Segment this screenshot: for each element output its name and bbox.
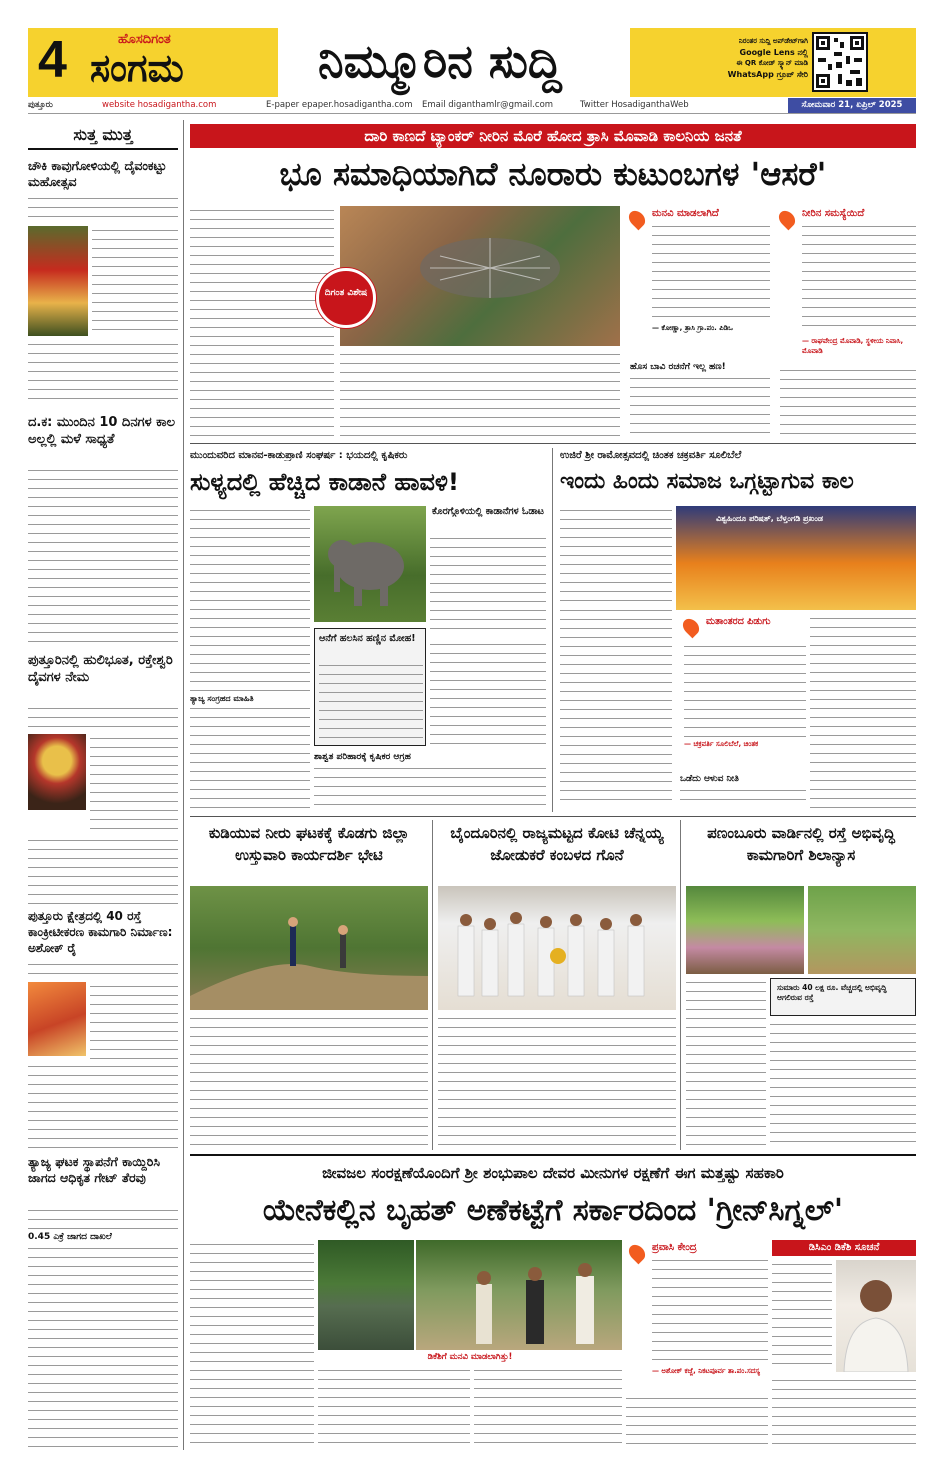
elephant-box1 (430, 506, 546, 638)
hindu-kicker: ಉಜಿರೆ ಶ್ರೀ ರಾಮೋತ್ಸವದಲ್ಲಿ ಚಿಂತಕ ಚಕ್ರವರ್ತಿ ಸೂಲಿಬೆಲೆ (560, 450, 742, 461)
dam-body-col4 (626, 1394, 768, 1450)
dam-box1 (626, 1240, 768, 1390)
theyyam-photo (28, 226, 88, 336)
dam-box2-body2 (772, 1376, 916, 1450)
hindu-body-col1 (560, 506, 672, 604)
dam-photo-caption: ಡಿಕೆಶಿಗೆ ಮನವಿ ಮಾಡಲಾಗಿತ್ತು! (427, 1352, 513, 1362)
elephant-photo (314, 506, 426, 622)
ashok-rai-photo (28, 982, 86, 1056)
elephant-box1-title: ಕೊರಗ್ಗೊಳಿಯಲ್ಲಿ ಕಾಡಾನೆಗಳ ಓಡಾಟ (432, 506, 544, 517)
lead-headline: ಭೂ ಸಮಾಧಿಯಾಗಿದೆ ನೂರಾರು ಕುಟುಂಬಗಳ 'ಆಸರೆ' (279, 155, 827, 193)
epaper-link[interactable]: E-paper epaper.hosadigantha.com (266, 100, 413, 110)
sidebar-story3-title[interactable]: ಪುತ್ತೂರಿನಲ್ಲಿ ಹುಲಿಭೂತ, ರಕ್ತೇಶ್ವರಿ ದೈವಗಳ ನೇಮ (28, 653, 173, 685)
elephant-box2 (314, 628, 426, 746)
lead-box2-body (802, 222, 916, 334)
road-headline: ಪಣಂಬೂರು ವಾರ್ಡಿನಲ್ಲಿ ರಸ್ತೆ ಅಭಿವೃದ್ಧಿ ಕಾಮಗಾರಿಗೆ ಶಿಲಾನ್ಯಾಸ (707, 824, 895, 864)
sidebar-story1-body3 (28, 340, 178, 402)
hindu-box-body (684, 642, 806, 738)
sidebar-story4-body3 (28, 1062, 178, 1148)
dam-box2-body1 (772, 1260, 832, 1372)
dam-box2-title: ಡಿಸಿಎಂ ಡಿಕೆಶಿ ಸೂಚನೆ (772, 1240, 916, 1256)
sidebar-story5-body2 (28, 1244, 178, 1450)
dam-box2 (772, 1240, 916, 1450)
sidebar-story5-title[interactable]: ತ್ಯಾಜ್ಯ ಘಟಕ ಸ್ಥಾಪನೆಗೆ ಕಾಯ್ದಿರಿಸಿ ಜಾಗದ ಆಧಿಕೃತ ಗೇಟ್ ತೆರವು (28, 1154, 160, 1185)
divider (552, 448, 553, 812)
hindu-box (680, 614, 806, 770)
divider (680, 820, 681, 1150)
lead-body-mid (340, 350, 620, 438)
water-body (190, 1014, 428, 1148)
officials-photo (416, 1240, 622, 1350)
info-bar (28, 98, 916, 114)
dam-box1-byline: — ಅಶೋಕ್ ಕಜ್ಜೆ, ನಿಕಟಪೂರ್ವ ತಾ.ಪಂ.ಸದಸ್ಯ (652, 1367, 760, 1375)
hindu-body-bottom (680, 786, 806, 808)
digantha-vishesha-badge (316, 268, 376, 328)
masthead (28, 28, 916, 97)
dam-box1-body (652, 1256, 768, 1364)
sidebar-story2-title[interactable]: ದ.ಕ: ಮುಂದಿನ 10 ದಿನಗಳ ಕಾಲ ಅಲ್ಲಲ್ಲಿ ಮಳೆ ಸಾಧ್ಯತೆ (28, 415, 176, 447)
lead-box2-title: ನೀರಿನ ಸಮಸ್ಯೆಯಿದೆ (802, 208, 865, 219)
twitter-link[interactable]: Twitter HosadiganthaWeb (580, 100, 689, 110)
elephant-box2-title: ಆನೆಗೆ ಹಲಸಿನ ಹಣ್ಣಿನ ಮೋಹ! (319, 633, 416, 644)
sidebar-story4-title[interactable]: ಪುತ್ತೂರು ಕ್ಷೇತ್ರದಲ್ಲಿ 40 ರಸ್ತೆ ಕಾಂಕ್ರೀಟೀಕರಣ ಕಾಮಗಾರಿ ನಿರ್ಮಾಣ: ಅಶೋಕ್ ರೈ (28, 909, 173, 955)
qr-code[interactable] (812, 32, 868, 92)
kambala-body (438, 1014, 676, 1148)
sidebar-story1-body (28, 194, 178, 224)
elephant-box2-body (319, 661, 423, 741)
hindu-box-byline: — ಚಕ್ರವರ್ತಿ ಸೂಲಿಬೆಲೆ, ಚಿಂತಕ (684, 740, 759, 748)
nema-photo (28, 734, 86, 810)
road-foundation-photo (686, 886, 804, 974)
kambala-headline: ಬೈಂದೂರಿನಲ್ಲಿ ರಾಜ್ಯಮಟ್ಟದ ಕೋಟಿ ಚೆನ್ನಯ್ಯ ಜೋಡುಕರೆ ಕಂಬಳದ ಗೊನೆ (450, 824, 664, 864)
hindu-body-col3 (810, 614, 916, 808)
water-headline: ಕುಡಿಯುವ ನೀರು ಘಟಕಕ್ಕೆ ಕೊಡಗು ಜಿಲ್ಲಾ ಉಸ್ತುವಾರಿ ಕಾರ್ಯದರ್ಶಿ ಭೇಟಿ (208, 824, 410, 864)
dam-kicker: ಜೀವಜಲ ಸಂರಕ್ಷಣೆಯೊಂದಿಗೆ ಶ್ರೀ ಶಂಭುಪಾಲ ದೇವರ ಮೀನುಗಳ ರಕ್ಷಣೆಗೆ ಈಗ ಮತ್ತಷ್ಟು ಸಹಕಾರಿ (322, 1164, 784, 1182)
badge-label: ದಿಗಂತ ವಿಶೇಷ (324, 288, 368, 298)
road-body-col2 (770, 1020, 916, 1148)
hindu-box-title: ಮತಾಂತರದ ಪಿಡುಗು (706, 616, 771, 627)
lead-box2-byline: — ರಾಘವೇಂದ್ರ ಮೊವಾಡಿ, ಸ್ಥಳೀಯ ನಿವಾಸಿ, ಮೊವಾಡಿ (802, 337, 904, 355)
email-link[interactable]: Email diganthamlr@gmail.com (422, 100, 554, 110)
sidebar-story1-body2 (92, 226, 178, 338)
promo-text (668, 36, 808, 80)
sidebar-story1-title[interactable]: ಚೌಕಿ ಕಾವುಗೋಳಿಯಲ್ಲಿ ದೈವಂಕಟ್ಟು ಮಹೋತ್ಸವ (28, 158, 167, 189)
lead-box2 (776, 206, 916, 362)
divider (432, 820, 433, 1150)
river-photo (318, 1240, 414, 1350)
elephant-headline: ಸುಳ್ಯದಲ್ಲಿ ಹೆಚ್ಚಿದ ಕಾಡಾನೆ ಹಾವಳಿ! (190, 468, 459, 496)
sidebar (28, 120, 178, 1450)
dam-headline: ಯೇನೆಕಲ್ಲಿನ ಬೃಹತ್ ಅಣೆಕಟ್ಟೆಗೆ ಸರ್ಕಾರದಿಂದ 'ಗ್ರೀನ್‌ಸಿಗ್ನಲ್' (262, 1193, 844, 1228)
elephant-subhead: ಶಾಶ್ವತ ಪರಿಹಾರಕ್ಕೆ ಕೃಷಿಕರ ಆಗ್ರಹ (314, 752, 411, 762)
hindu-body-col1b (560, 606, 672, 806)
sidebar-story5-sub: 0.45 ಎಕ್ರೆ ಜಾಗದ ದಾಖಲೆ (28, 1232, 112, 1242)
road-site-photo (808, 886, 916, 974)
quote-icon (626, 208, 649, 231)
lead-body-left (190, 206, 334, 438)
dk-shivakumar-photo (836, 1260, 916, 1372)
collapsed-well-photo (340, 206, 620, 346)
promo-line2: Google Lens ನಲ್ಲಿ (739, 48, 808, 57)
city-label: ಪುತ್ತೂರು (28, 100, 53, 110)
dam-body-col3 (474, 1366, 622, 1450)
road-body-col1 (686, 978, 766, 1148)
elephant-box1-body (430, 534, 546, 636)
elephant-body-col3 (430, 640, 546, 750)
stage-banner: ವಿಶ್ವಹಿಂದೂ ಪರಿಷತ್, ಬೆಳ್ತಂಗಡಿ ಪ್ರಖಂಡ (716, 514, 823, 523)
promo-line4: WhatsApp ಗ್ರೂಪ್ ಸೇರಿ (727, 70, 808, 79)
website-link[interactable]: website hosadigantha.com (102, 100, 217, 110)
sidebar-story4-body2 (90, 982, 178, 1060)
road-box-text: ಸುಮಾರು 40 ಲಕ್ಷ ರೂ. ವೆಚ್ಚದಲ್ಲಿ ಅಭಿವೃದ್ಧಿ ಆಗಲಿರುವ ರಸ್ತೆ (777, 983, 887, 1002)
dam-body-col2 (318, 1366, 470, 1450)
whatsapp-strip (870, 32, 910, 92)
masthead-title: ನಿಮ್ಮೂರಿನ ಸುದ್ದಿ (318, 34, 562, 88)
dam-box1-title: ಪ್ರವಾಸಿ ಕೇಂದ್ರ (652, 1242, 697, 1253)
elephant-box3-title: ತ್ಯಾಜ್ಯ ಸಂಗ್ರಹದ ಮಾಹಿತಿ (190, 694, 310, 704)
sidebar-story3-body2 (90, 734, 178, 834)
page-number: 4 (38, 31, 67, 89)
sidebar-story3-body3 (28, 836, 178, 904)
lead-box1 (626, 206, 770, 336)
lead-box1-body (652, 222, 770, 322)
section-title: ಸಂಗಮ (90, 46, 184, 90)
lead-box1-byline: — ಕೋಣ್ಣಾ, ತ್ರಾಸಿ ಗ್ರಾ.ಪಂ. ಪಿಡಿಒ (652, 324, 733, 332)
elephant-kicker: ಮುಂದುವರಿದ ಮಾನವ-ಕಾಡುಪ್ರಾಣಿ ಸಂಘರ್ಷ : ಭಯದಲ್ಲಿ ಕೃಷಿಕರು (190, 450, 408, 461)
sidebar-divider (183, 120, 184, 1450)
hindu-subhead: ಒಡೆದು ಆಳುವ ನೀತಿ (680, 774, 739, 784)
promo-line3: ಈ QR ಕೋಡ್ ಸ್ಕ್ಯಾನ್ ಮಾಡಿ (736, 59, 808, 67)
water-unit-photo (190, 886, 428, 1010)
lead-box1-title: ಮನವಿ ಮಾಡಲಾಗಿದೆ (652, 208, 719, 219)
lead-body-right2 (780, 366, 916, 438)
road-box (770, 978, 916, 1016)
divider (190, 816, 916, 817)
elephant-body-bottom (314, 764, 546, 808)
divider (190, 443, 916, 444)
issue-date: ಸೋಮವಾರ 21, ಏಪ್ರಿಲ್ 2025 (788, 98, 916, 113)
lead-subhead: ಹೊಸ ಬಾವಿ ರಚನೆಗೆ ಇಲ್ಲ ಹಣ! (630, 362, 726, 372)
dam-body-col1 (190, 1240, 314, 1450)
sidebar-story2-body (28, 466, 178, 644)
promo-line1: ನಿರಂತರ ಸುದ್ದಿ ಅಪ್‌ಡೇಟ್‌ಗಾಗಿ (738, 37, 808, 45)
sidebar-header: ಸುತ್ತ ಮುತ್ತ (28, 122, 178, 150)
hindu-headline: ಇಂದು ಹಿಂದು ಸಮಾಜ ಒಗ್ಗಟ್ಟಾಗುವ ಕಾಲ (560, 469, 854, 494)
ramotsava-stage-photo (676, 506, 916, 610)
sidebar-story3-body (28, 704, 178, 734)
brand-logo: ಹೊಸದಿಗಂತ (118, 32, 171, 47)
sidebar-story4-body (28, 960, 178, 980)
quote-icon (776, 208, 799, 231)
sidebar-story5-body (28, 1206, 178, 1232)
divider (190, 1154, 916, 1156)
lead-kicker: ದಾರಿ ಕಾಣದೆ ಟ್ಯಾಂಕರ್ ನೀರಿನ ಮೊರೆ ಹೋದ ತ್ರಾಸಿ ಮೊವಾಡಿ ಕಾಲನಿಯ ಜನತೆ (190, 124, 916, 148)
kambala-photo (438, 886, 676, 1010)
elephant-body-col1 (190, 506, 310, 808)
quote-icon (680, 616, 703, 639)
lead-body-right1 (630, 374, 770, 438)
quote-icon (626, 1242, 649, 1265)
